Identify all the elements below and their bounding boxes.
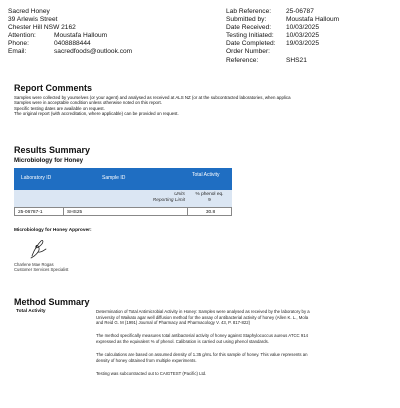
method-line: The method specifically measures total antibacterial activity of honey against Staphylococcus aureus ATCC 914: [96, 333, 309, 339]
lab-reference-row: [226, 8, 339, 16]
method-paragraph: [96, 352, 310, 363]
comment-line: Samples were collected by yourselves (or your agent) and analysed as received at ALS NZ (or at the subcontracted laboratories, when applica: [14, 95, 291, 100]
cell-total-activity: 30.8: [205, 209, 216, 215]
method-line: expressed as the equivalent % of phenol. Calibration is carried out using phenol standards.: [96, 338, 269, 344]
client-suburb: Chester Hill NSW 2162: [8, 24, 76, 32]
reporting-limit-value: 9: [208, 198, 211, 203]
units-labels: [153, 192, 185, 204]
method-paragraph: [96, 333, 310, 344]
lab-reference-value: 25-06787: [286, 8, 314, 15]
phone-row: [8, 40, 132, 48]
submitted-by-label: Submitted by:: [226, 16, 267, 24]
date-completed-row: [226, 40, 339, 48]
testing-initiated-label: Testing Initiated:: [226, 32, 274, 40]
attention-value: Moustafa Halloum: [54, 32, 108, 40]
email-value[interactable]: sacredfoods@outlook.com: [54, 48, 133, 56]
submitted-by-row: [226, 16, 339, 24]
unit-value: % phenol eq.: [195, 192, 224, 197]
method-description: [96, 309, 310, 384]
order-number-label: Order Number:: [226, 48, 270, 56]
units-band: [14, 190, 232, 207]
cell-sample-id: SHS25: [67, 209, 83, 215]
cell-divider: [63, 208, 64, 215]
method-line: and Reid G. M (1991) Journal of Pharmacy and Pharmacology V. 43, P. 817-822): [96, 320, 251, 326]
method-line: Determination of Total Antimicrobial Activity in Honey: Samples were analysed as received by the laboratory by a: [96, 309, 310, 314]
comment-line: The original report (with accreditation, where applicable) can be provided on request.: [14, 111, 179, 117]
results-table-header: [14, 168, 232, 190]
reference-value: SHS21: [286, 56, 307, 64]
method-line: Testing was subcontracted out to CAIGTEST (Pacific) Ltd.: [96, 370, 207, 376]
method-line: The calculations are based on assumed density of 1.35 g/mL for this sample of honey. This value represents an: [96, 351, 308, 357]
column-laboratory-id: Laboratory ID: [21, 175, 52, 181]
column-total-activity: Total Activity: [192, 172, 220, 178]
approver-name: Charlene Mae Rogas: [14, 262, 54, 267]
approver-details: [14, 262, 68, 272]
results-subtitle: Microbiology for Honey: [14, 157, 84, 164]
date-received-value: 10/03/2025: [286, 24, 320, 32]
approver-signature: [26, 238, 48, 260]
reference-block: [226, 8, 339, 65]
reference-label: Reference:: [226, 56, 259, 64]
client-street: 39 Arlewis Street: [8, 16, 58, 24]
attention-row: [8, 32, 132, 40]
phone-value: 0408888444: [54, 40, 91, 48]
method-paragraph: [96, 371, 310, 377]
units-label: Units: [174, 192, 185, 197]
report-comments-text: [14, 95, 291, 117]
attention-label: Attention:: [8, 32, 36, 40]
units-values: [187, 192, 232, 204]
email-label: Email:: [8, 48, 27, 56]
testing-initiated-value: 10/03/2025: [286, 32, 320, 40]
lab-reference-label: Lab Reference:: [226, 8, 272, 15]
reporting-limit-label: Reporting Limit: [152, 198, 185, 203]
date-completed-label: Date Completed:: [226, 40, 276, 48]
date-received-row: [226, 24, 339, 32]
client-address-block: [8, 8, 132, 57]
client-name: Sacred Honey: [8, 8, 50, 15]
email-row: [8, 48, 132, 56]
comment-line: Specific testing dates are available on request.: [14, 105, 105, 111]
approver-role: Customer Services Specialist: [14, 267, 69, 272]
testing-initiated-row: [226, 32, 339, 40]
date-received-label: Date Received:: [226, 24, 272, 32]
column-sample-id: Sample ID: [102, 175, 126, 181]
method-item-label: Total Activity: [16, 309, 46, 314]
order-number-row: [226, 48, 339, 56]
cell-lab-id: 25-06787-1: [18, 209, 43, 215]
method-summary-title: Method Summary: [14, 297, 90, 307]
reference-row: [226, 57, 339, 65]
method-paragraph: [96, 309, 310, 326]
phone-label: Phone:: [8, 40, 29, 48]
report-comments-title: Report Comments: [14, 83, 93, 93]
method-line: density of honey obtained from multiple experiments.: [96, 357, 197, 363]
results-table: [14, 168, 232, 216]
date-completed-value: 19/03/2025: [286, 40, 320, 48]
submitted-by-value: Moustafa Halloum: [286, 16, 340, 24]
results-summary-title: Results Summary: [14, 145, 91, 155]
method-line: University of Waikato agar well diffusion method for the assay of antibacterial activity of honey (Allen K. L., Mola: [96, 314, 309, 320]
approver-title: Microbiology for Honey Approver:: [14, 228, 92, 233]
comment-line: Samples were in acceptable condition unless otherwise noted on this report.: [14, 100, 162, 106]
table-row: [14, 207, 232, 216]
